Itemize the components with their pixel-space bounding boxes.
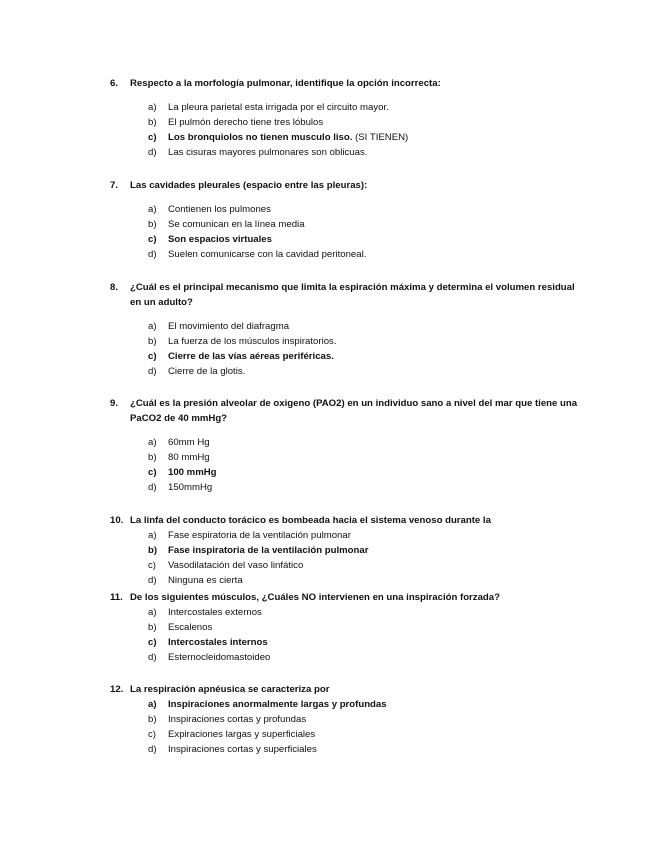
option-text: Expiraciones largas y superficiales — [168, 729, 316, 740]
question-header — [110, 396, 580, 426]
question-header — [110, 280, 580, 310]
option-text: Intercostales externos — [168, 607, 262, 618]
question-text: Las cavidades pleurales (espacio entre las pleuras): — [130, 180, 368, 191]
option-text: Vasodilatación del vaso linfático — [168, 560, 304, 571]
question-10 — [110, 513, 580, 588]
option-letter: c) — [148, 560, 156, 571]
option-text: Inspiraciones cortas y profundas — [168, 714, 307, 725]
question-11 — [110, 590, 580, 665]
option-text: Inspiraciones anormalmente largas y profundas — [168, 699, 387, 710]
option-text: Contienen los pulmones — [168, 204, 271, 215]
option-letter: b) — [148, 117, 157, 128]
option-text: Escalenos — [168, 622, 213, 633]
option-letter: a) — [148, 321, 157, 332]
option-text: El pulmón derecho tiene tres lóbulos — [168, 117, 324, 128]
option-letter: d) — [148, 744, 157, 755]
option-letter: c) — [148, 637, 157, 648]
option-letter: c) — [148, 351, 157, 362]
question-8 — [110, 280, 580, 379]
option-text: 60mm Hg — [168, 437, 210, 448]
option-b — [148, 620, 580, 635]
option-letter: a) — [148, 204, 157, 215]
question-text: Respecto a la morfología pulmonar, identifique la opción incorrecta: — [130, 78, 441, 89]
question-text: ¿Cuál es la presión alveolar de oxigeno (PAO2) en un individuo sano a nivel del mar que tiene una PaCO2 de 40 mmHg? — [130, 398, 578, 424]
option-a — [148, 528, 580, 543]
option-letter: a) — [148, 530, 157, 541]
option-text: La pleura parietal esta irrigada por el circuito mayor. — [168, 102, 389, 113]
option-text: El movimiento del diafragma — [168, 321, 290, 332]
question-number: 7. — [110, 180, 119, 191]
option-text: Cierre de la glotis. — [168, 366, 246, 377]
question-header — [110, 513, 580, 528]
option-d — [148, 247, 580, 262]
option-a — [148, 697, 580, 712]
option-c — [148, 558, 580, 573]
option-text: Inspiraciones cortas y superficiales — [168, 744, 317, 755]
option-text: Las cisuras mayores pulmonares son oblicuas. — [168, 147, 368, 158]
question-number: 10. — [110, 515, 124, 526]
option-letter: d) — [148, 366, 157, 377]
question-header — [110, 682, 580, 697]
option-c — [148, 232, 580, 247]
option-letter: c) — [148, 234, 157, 245]
option-d — [148, 573, 580, 588]
option-letter: d) — [148, 575, 157, 586]
option-letter: d) — [148, 147, 157, 158]
question-text: ¿Cuál es el principal mecanismo que limita la espiración máxima y determina el volumen residual en un adulto? — [130, 282, 575, 308]
option-text: 100 mmHg — [168, 467, 217, 478]
option-b — [148, 217, 580, 232]
option-text: Fase espiratoria de la ventilación pulmonar — [168, 530, 351, 541]
option-letter: d) — [148, 249, 157, 260]
question-7 — [110, 178, 580, 262]
option-text: Se comunican en la línea media — [168, 219, 305, 230]
option-note: (SI TIENEN) — [352, 132, 409, 143]
question-number: 12. — [110, 684, 124, 695]
option-c — [148, 130, 580, 145]
option-letter: b) — [148, 545, 158, 556]
option-c — [148, 727, 580, 742]
option-a — [148, 202, 580, 217]
question-6 — [110, 76, 580, 160]
option-d — [148, 145, 580, 160]
question-number: 11. — [110, 592, 123, 603]
option-text: Son espacios virtuales — [168, 234, 272, 245]
option-b — [148, 115, 580, 130]
option-letter: a) — [148, 607, 157, 618]
option-letter: b) — [148, 219, 157, 230]
question-12 — [110, 682, 580, 757]
option-c — [148, 635, 580, 650]
option-a — [148, 605, 580, 620]
option-b — [148, 450, 580, 465]
question-9 — [110, 396, 580, 495]
option-letter: c) — [148, 729, 156, 740]
option-a — [148, 435, 580, 450]
option-letter: a) — [148, 102, 157, 113]
option-text: Fase inspiratoria de la ventilación pulmonar — [168, 545, 369, 556]
option-letter: d) — [148, 652, 157, 663]
option-letter: d) — [148, 482, 157, 493]
question-header — [110, 76, 580, 91]
option-text: Suelen comunicarse con la cavidad peritoneal. — [168, 249, 367, 260]
option-a — [148, 319, 580, 334]
question-number: 8. — [110, 282, 119, 293]
option-d — [148, 480, 580, 495]
option-letter: c) — [148, 467, 157, 478]
option-d — [148, 742, 580, 757]
option-text: Cierre de las vías aéreas periféricas. — [168, 351, 334, 362]
question-text: De los siguientes músculos, ¿Cuáles NO intervienen en una inspiración forzada? — [130, 592, 500, 603]
option-text: Esternocleidomastoideo — [168, 652, 271, 663]
question-text: La respiración apnéusica se caracteriza por — [130, 684, 330, 695]
option-letter: b) — [148, 714, 157, 725]
option-letter: b) — [148, 622, 157, 633]
option-c — [148, 349, 580, 364]
option-d — [148, 650, 580, 665]
option-a — [148, 100, 580, 115]
option-letter: c) — [148, 132, 157, 143]
question-number: 6. — [110, 78, 119, 89]
option-letter: a) — [148, 437, 157, 448]
option-c — [148, 465, 580, 480]
option-letter: a) — [148, 699, 157, 710]
option-text: 80 mmHg — [168, 452, 210, 463]
question-number: 9. — [110, 398, 119, 409]
option-d — [148, 364, 580, 379]
question-header — [110, 178, 580, 193]
question-text: La linfa del conducto torácico es bombeada hacia el sistema venoso durante la — [130, 515, 491, 526]
option-letter: b) — [148, 452, 157, 463]
option-b — [148, 334, 580, 349]
option-text: Intercostales internos — [168, 637, 268, 648]
option-text: Los bronquiolos no tienen musculo liso. — [168, 132, 353, 143]
option-b — [148, 543, 580, 558]
option-text: 150mmHg — [168, 482, 213, 493]
option-text: Ninguna es cierta — [168, 575, 243, 586]
option-text: La fuerza de los músculos inspiratorios. — [168, 336, 337, 347]
option-b — [148, 712, 580, 727]
question-header — [110, 590, 580, 605]
option-letter: b) — [148, 336, 157, 347]
